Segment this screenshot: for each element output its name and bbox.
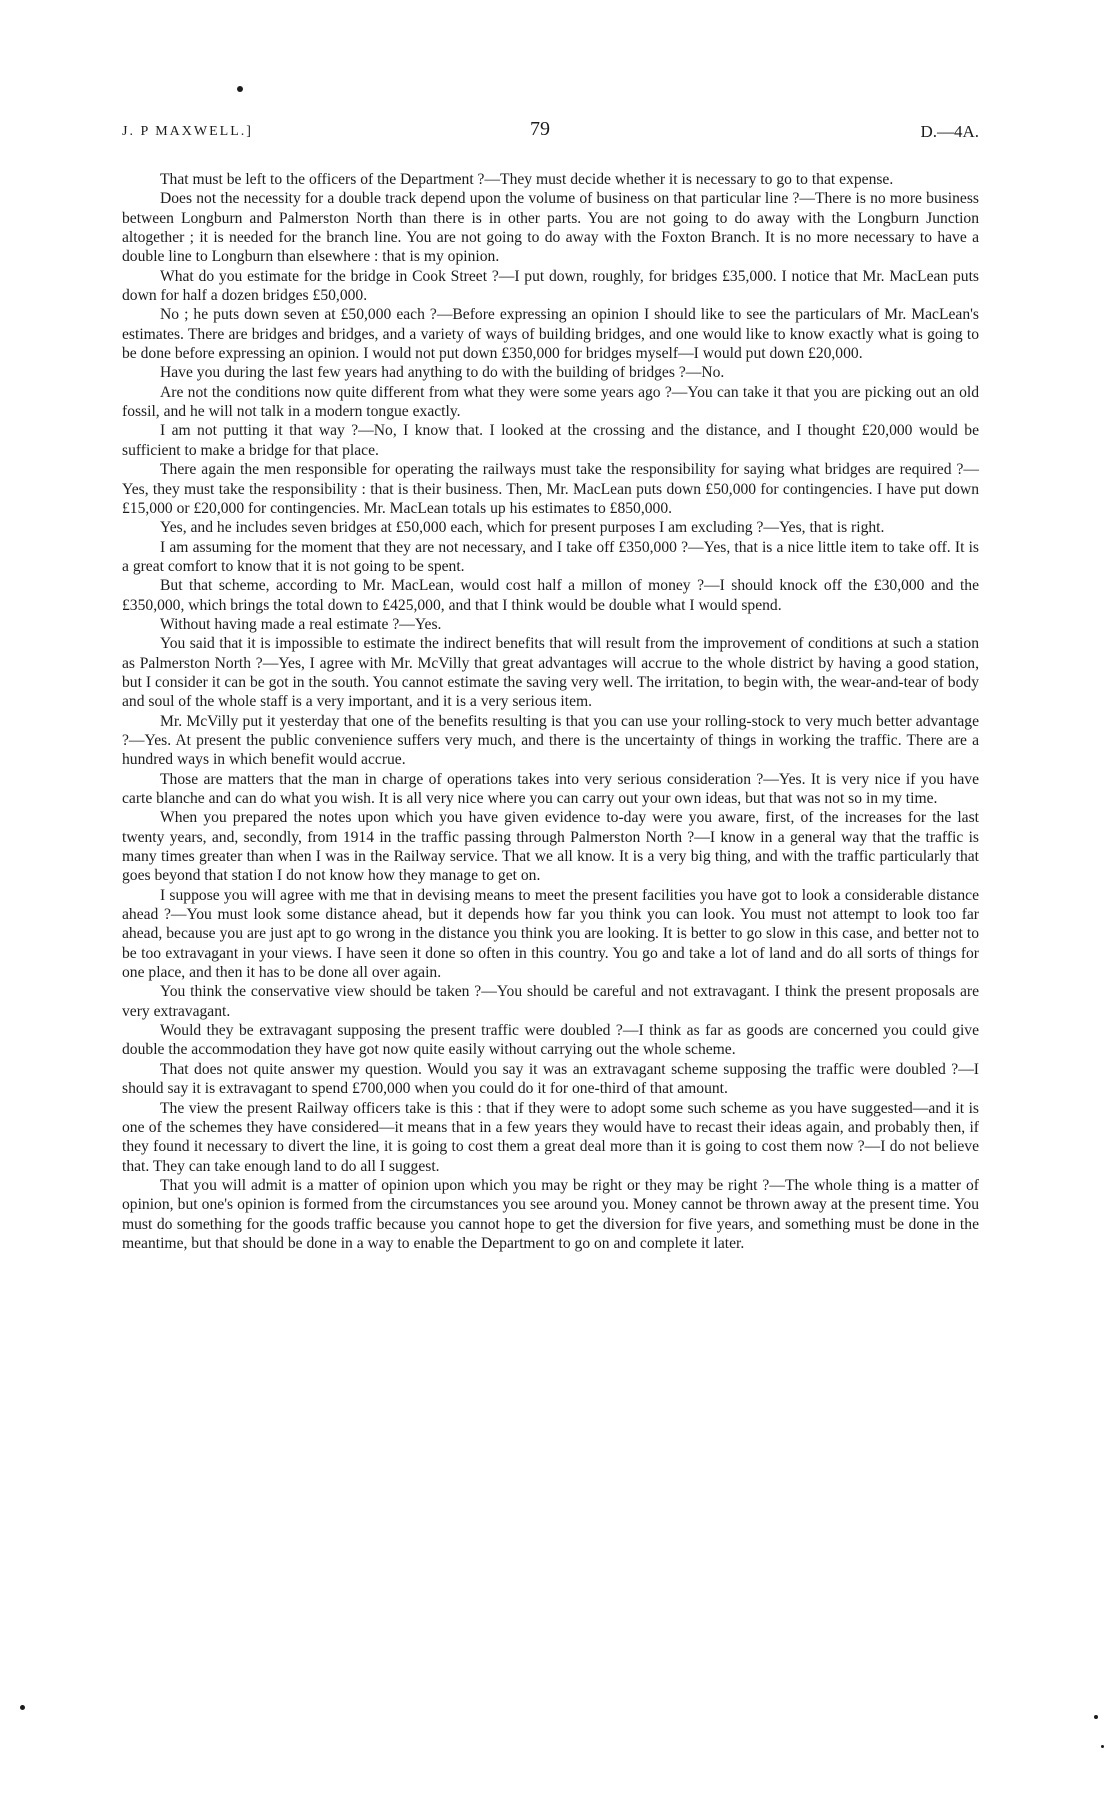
paragraph: I suppose you will agree with me that in devising means to meet the present facilities you have got to look a considerable distance ahead ?—You must look some distance ahead, but it depends how far you think you can look. You must not attempt to look too far ahead, because you are just apt to go wrong in the distance you think you are looking. It is better to go slow in this case, and better not to be too extravagant in your views. I have seen it done so often in this country. You go and take a lot of land and do all sorts of things for one place, and then it has to be done all over again. (122, 886, 979, 982)
paragraph: That does not quite answer my question. Would you say it was an extravagant scheme supposing the traffic were doubled ?—I should say it is extravagant to spend £700,000 when you could do it for one-third of that amount. (122, 1060, 979, 1098)
paragraph: You said that it is impossible to estimate the indirect benefits that will result from the improvement of conditions at such a station as Palmerston North ?—Yes, I agree with Mr. McVilly that great advantages will accrue to the whole district by having a good station, but I consider it can be got in the south. You cannot estimate the saving very well. The irritation, to begin with, the wear-and-tear of body and soul of the whole staff is a very important, and it is a very serious item. (122, 635, 979, 711)
paragraph: Those are matters that the man in charge of operations takes into very serious consideration ?—Yes. It is very nice if you have carte blanche and can do what you wish. It is all very nice where you can carry out your own ideas, but that was not so in my time. (122, 770, 979, 807)
paragraph: Without having made a real estimate ?—Yes. (160, 615, 442, 633)
ink-speck (20, 1705, 25, 1710)
paragraph: That must be left to the officers of the Department ?—They must decide whether it is necessary to go to that expense. (160, 171, 894, 188)
paragraph: You think the conservative view should be taken ?—You should be careful and not extravagant. I think the present proposals are very extravagant. (122, 983, 979, 1020)
running-header (122, 118, 979, 148)
paragraph: Mr. McVilly put it yesterday that one of the benefits resulting is that you can use your rolling-stock to very much better advantage ?—Yes. At present the public convenience suffers very much, and there is the uncertainty of things in working the traffic. There are a hundred ways in which benefit would accrue. (122, 712, 979, 769)
page-number: 79 (530, 118, 550, 140)
document-reference: D.—4A. (920, 122, 979, 141)
paragraph: No ; he puts down seven at £50,000 each ?—Before expressing an opinion I should like to see the particulars of Mr. MacLean's estimates. There are bridges and bridges, and a variety of ways of building bridges, and one would like to know exactly what is going to be done before expressing an opinion. I would not put down £350,000 for bridges myself—I would put down £20,000. (122, 306, 979, 363)
paragraph: That you will admit is a matter of opinion upon which you may be right or they may be right ?—The whole thing is a matter of opinion, but one's opinion is formed from the circumstances you see around you. Money cannot be thrown away at the present time. You must do something for the goods traffic because you cannot hope to get the diversion for five years, and something must be done in the meantime, but that should be done in a way to enable the Department to go on and complete it later. (122, 1176, 979, 1252)
paragraph: Yes, and he includes seven bridges at £50,000 each, which for present purposes I am excluding ?—Yes, that is right. (160, 519, 885, 537)
paragraph: Are not the conditions now quite different from what they were some years ago ?—You can take it that you are picking out an old fossil, and he will not talk in a modern tongue exactly. (122, 383, 979, 421)
paragraph: When you prepared the notes upon which you have given evidence to-day were you aware, first, of the increases for the last twenty years, and, secondly, from 1914 in the traffic passing through Palmerston North ?—I know in a general way that the traffic is many times greater than when I was in the Railway service. That we all know. It is a very big thing, and with the traffic particularly that goes beyond that station I do not know how they manage to get on. (122, 809, 979, 885)
ink-speck (1101, 1745, 1104, 1748)
paragraph: The view the present Railway officers take is this : that if they were to adopt some such scheme as you have suggested—and it is one of the schemes they have considered—it means that in a few years they would have to recast their ideas again, and probably then, if they found it necessary to divert the line, it is going to cost them a great deal more than it is going to cost them now ?—I do not believe that. They can take enough land to do all I suggest. (122, 1099, 979, 1175)
ink-speck (237, 86, 243, 92)
paragraph: Does not the necessity for a double track depend upon the volume of business on that particular line ?—There is no more business between Longburn and Palmerston North than there is in other parts. You are not going to do away with the Longburn Junction altogether ; it is needed for the branch line. You are not going to do away with the Foxton Branch. It is no more necessary to have a double line to Longburn than elsewhere : that is my opinion. (122, 190, 979, 266)
paragraph: What do you estimate for the bridge in Cook Street ?—I put down, roughly, for bridges £35,000. I notice that Mr. MacLean puts down for half a dozen bridges £50,000. (122, 267, 979, 305)
ink-speck (1094, 1715, 1098, 1719)
paragraph: I am assuming for the moment that they are not necessary, and I take off £350,000 ?—Yes, that is a nice little item to take off. It is a great comfort to know that it is not going to be spent. (122, 538, 979, 575)
header-witness-name: J. P MAXWELL.] (122, 124, 253, 139)
paragraph: I am not putting it that way ?—No, I know that. I looked at the crossing and the distance, and I thought £20,000 would be sufficient to make a bridge for that place. (122, 422, 979, 459)
paragraph: There again the men responsible for operating the railways must take the responsibility for saying what bridges are required ?—Yes, they must take the responsibility : that is their business. Then, Mr. MacLean puts down £50,000 for contingencies. I have put down £15,000 or £20,000 for contingencies. Mr. MacLean totals up his estimates to £850,000. (122, 461, 979, 517)
paragraph: Would they be extravagant supposing the present traffic were doubled ?—I think as far as goods are concerned you could give double the accommodation they have got now quite easily without carrying out the whole scheme. (122, 1022, 979, 1059)
paragraph: Have you during the last few years had anything to do with the building of bridges ?—No. (160, 364, 725, 382)
evidence-text (122, 170, 979, 1253)
paragraph: But that scheme, according to Mr. MacLean, would cost half a millon of money ?—I should knock off the £30,000 and the £350,000, which brings the total down to £425,000, and that I think would be double what I would spend. (122, 577, 979, 614)
